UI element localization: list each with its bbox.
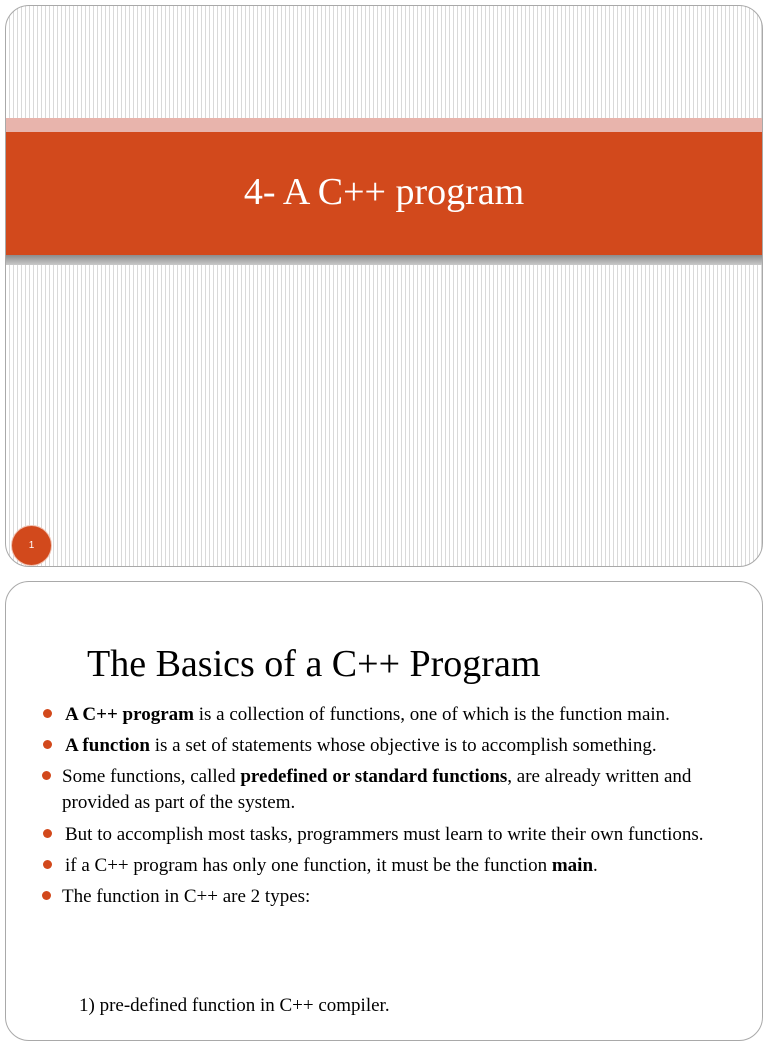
bullet-bold-text: A C++ program <box>65 704 194 725</box>
bullet-item-own-functions <box>41 822 731 848</box>
title-band <box>6 132 762 255</box>
bullet-item-main <box>41 853 731 879</box>
bullet-dot-icon <box>43 740 52 749</box>
bullet-dot-icon <box>43 860 52 869</box>
bullet-bold-text: main <box>551 855 594 876</box>
bullet-item-types <box>41 884 731 910</box>
bullet-text: The function in C++ are 2 types: <box>62 886 311 907</box>
bullet-item-function <box>41 733 731 759</box>
bullet-item-predefined <box>41 764 731 816</box>
bullet-list <box>41 702 731 916</box>
bullet-bold-text: predefined or standard functions <box>240 766 508 787</box>
bullet-text: if a C++ program has only one function, it must be the function <box>65 855 552 876</box>
slide-heading: The Basics of a C++ Program <box>87 643 541 685</box>
title-band-highlight <box>6 118 762 132</box>
title-band-shadow <box>6 255 762 265</box>
bullet-item-program <box>41 702 731 728</box>
sub-list-item: 1) pre-defined function in C++ compiler. <box>79 995 390 1016</box>
bullet-bold-text: A function <box>65 735 150 756</box>
bullet-dot-icon <box>42 891 51 900</box>
bullet-text: is a set of statements whose objective is to accomplish something. <box>150 735 657 756</box>
bullet-text: , are already written and provided as part of the system. <box>62 766 692 813</box>
bullet-text: is a collection of functions, one of which is the function main. <box>193 704 670 725</box>
slide-number-badge: 1 <box>12 526 51 565</box>
bullet-text: But to accomplish most tasks, programmers must learn to write their own functions. <box>65 824 704 845</box>
bullet-text: Some functions, called <box>62 766 241 787</box>
title-slide <box>5 5 763 567</box>
bullet-dot-icon <box>43 709 52 718</box>
slide-title: 4- A C++ program <box>243 170 525 213</box>
content-slide <box>5 581 763 1041</box>
bullet-dot-icon <box>43 829 52 838</box>
bullet-text: . <box>593 855 598 876</box>
bullet-dot-icon <box>42 771 51 780</box>
